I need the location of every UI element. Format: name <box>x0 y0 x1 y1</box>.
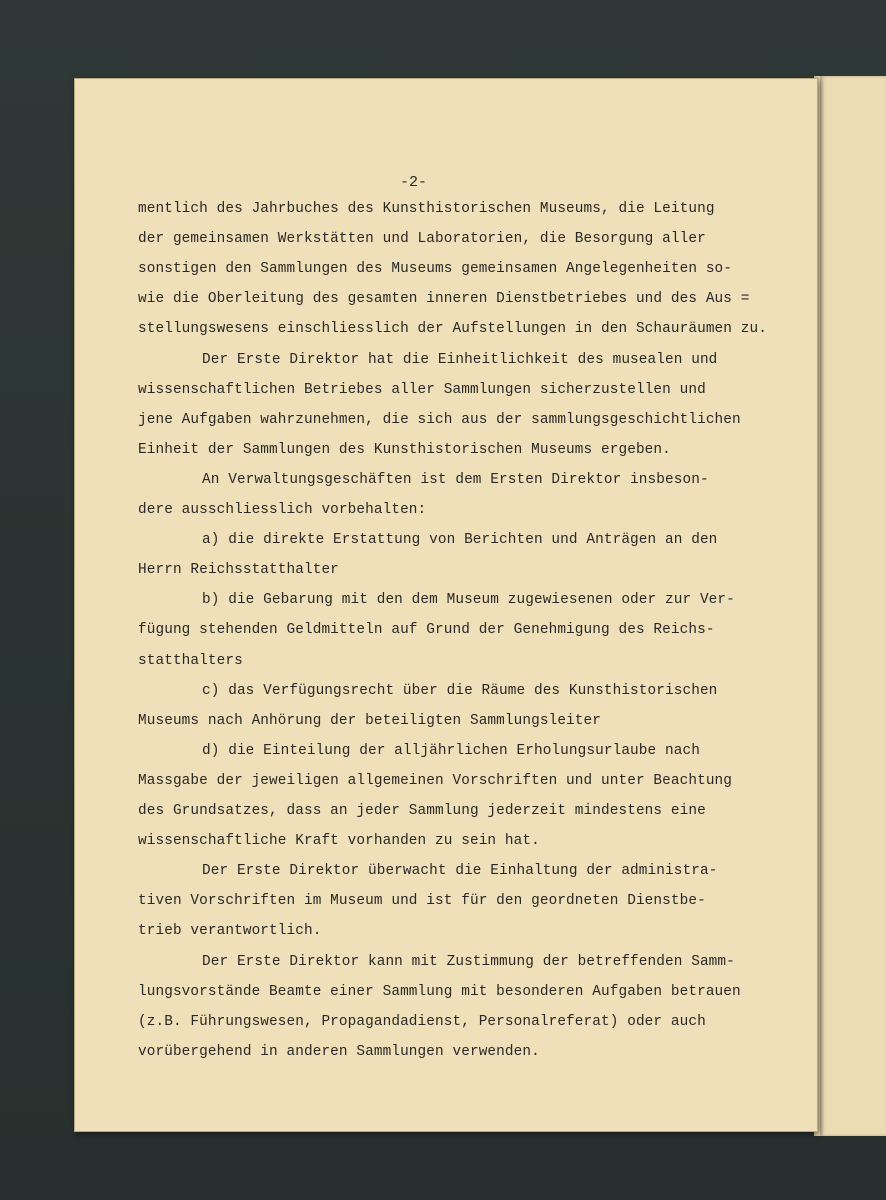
text-line: a) die direkte Erstattung von Berichten und Anträgen an den <box>202 532 718 549</box>
text-line: statthalters <box>138 652 243 669</box>
page-number: -2- <box>400 174 428 191</box>
text-line: Der Erste Direktor hat die Einheitlichkeit des musealen und <box>202 351 718 368</box>
text-line: der gemeinsamen Werkstätten und Laboratorien, die Besorgung aller <box>138 231 706 248</box>
text-line: jene Aufgaben wahrzunehmen, die sich aus der sammlungsgeschichtlichen <box>138 411 741 428</box>
text-line: b) die Gebarung mit den dem Museum zugewiesenen oder zur Ver- <box>202 592 735 609</box>
text-line: fügung stehenden Geldmitteln auf Grund der Genehmigung des Reichs- <box>138 622 715 639</box>
text-line: vorübergehend in anderen Sammlungen verwenden. <box>138 1043 540 1060</box>
text-line: wie die Oberleitung des gesamten inneren Dienstbetriebes und des Aus = <box>138 291 750 308</box>
text-line: stellungswesens einschliesslich der Aufstellungen in den Schauräumen zu. <box>138 321 767 338</box>
text-line: des Grundsatzes, dass an jeder Sammlung jederzeit mindestens eine <box>138 803 706 819</box>
text-line: tiven Vorschriften im Museum und ist für den geordneten Dienstbe- <box>138 893 706 910</box>
text-line: mentlich des Jahrbuches des Kunsthistorischen Museums, die Leitung <box>138 201 715 217</box>
adjacent-page <box>820 76 886 1136</box>
text-line: Massgabe der jeweiligen allgemeinen Vorschriften und unter Beachtung <box>138 772 733 789</box>
text-line: dere ausschliesslich vorbehalten: <box>138 502 427 518</box>
text-line: lungsvorstände Beamte einer Sammlung mit besonderen Aufgaben betrauen <box>138 983 741 1000</box>
document-page <box>74 78 818 1132</box>
text-line: wissenschaftlichen Betriebes aller Sammlungen sicherzustellen und <box>138 381 706 398</box>
text-line: Museums nach Anhörung der beteiligten Sammlungsleiter <box>138 712 601 729</box>
text-line: Der Erste Direktor überwacht die Einhaltung der administra- <box>202 863 718 880</box>
text-line: Einheit der Sammlungen des Kunsthistorischen Museums ergeben. <box>138 441 671 458</box>
text-line: c) das Verfügungsrecht über die Räume des Kunsthistorischen <box>202 682 718 699</box>
text-line: (z.B. Führungswesen, Propagandadienst, Personalreferat) oder auch <box>138 1013 706 1030</box>
text-line: trieb verantwortlich. <box>138 923 322 940</box>
text-line: d) die Einteilung der alljährlichen Erholungsurlaube nach <box>202 742 700 759</box>
text-line: An Verwaltungsgeschäften ist dem Ersten Direktor insbeson- <box>202 471 709 488</box>
text-line: Der Erste Direktor kann mit Zustimmung der betreffenden Samm- <box>202 953 735 970</box>
text-line: wissenschaftliche Kraft vorhanden zu sein hat. <box>138 833 540 850</box>
text-line: Herrn Reichsstatthalter <box>138 562 339 579</box>
text-line: sonstigen den Sammlungen des Museums gemeinsamen Angelegenheiten so- <box>138 261 733 278</box>
